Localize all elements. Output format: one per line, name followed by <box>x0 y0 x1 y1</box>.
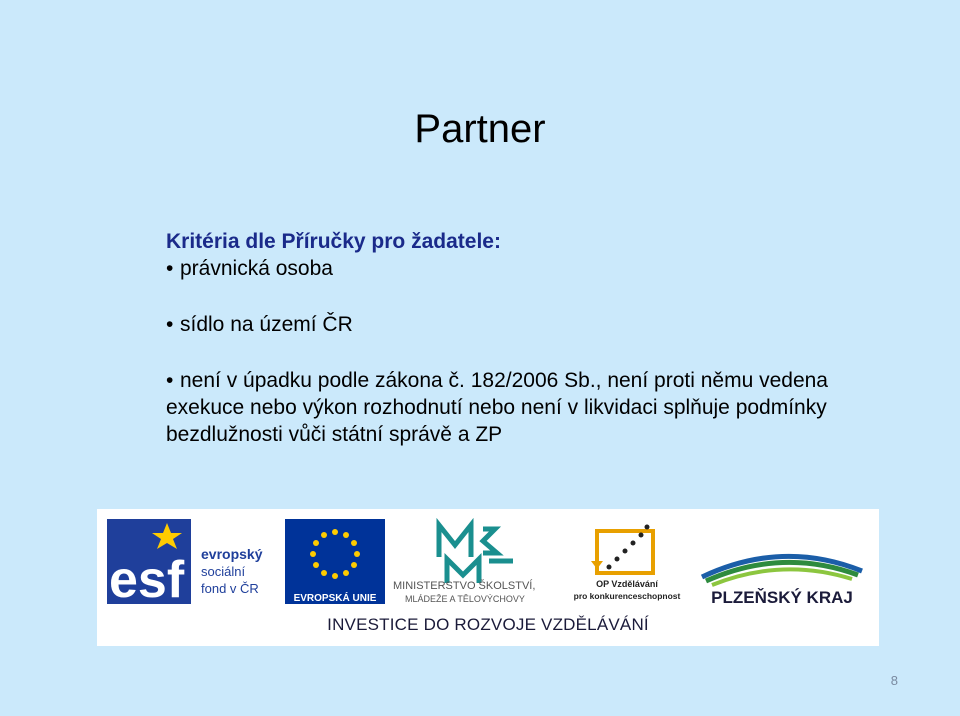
plzensky-kraj-logo <box>692 539 872 609</box>
eu-caption: EVROPSKÁ UNIE <box>293 593 377 604</box>
criteria-heading: Kritéria dle Příručky pro žadatele: <box>166 230 501 253</box>
msmt-logo <box>393 517 573 605</box>
pk-text: PLZEŇSKÝ KRAJ <box>711 588 853 607</box>
op-line2: pro konkurenceschopnost <box>573 591 681 601</box>
bullet-icon: • <box>166 313 174 336</box>
bullet-icon: • <box>166 257 174 280</box>
esf-line1: evropský <box>201 546 263 562</box>
logo-band <box>97 509 879 646</box>
bullet-text: právnická osoba <box>180 257 333 280</box>
op-vzdelavani-logo <box>567 517 687 607</box>
bullet-icon: • <box>166 369 174 392</box>
bullet-text: není v úpadku podle zákona č. 182/2006 Sb., není proti němu vedena exekuce nebo výkon rozhodnutí nebo není v likvidaci splňuje podmínky bezdlužnosti vůči státní správě a ZP <box>166 369 828 446</box>
investice-tagline: INVESTICE DO ROZVOJE VZDĚLÁVÁNÍ <box>327 615 649 634</box>
slide-content <box>166 228 866 448</box>
msmt-line1: MINISTERSTVO ŠKOLSTVÍ, <box>393 580 536 592</box>
esf-logo <box>107 519 277 604</box>
esf-letters: esf <box>109 551 185 604</box>
esf-line3: fond v ČR <box>201 581 259 596</box>
eu-flag-logo <box>285 519 385 604</box>
bullet-text: sídlo na území ČR <box>180 313 353 336</box>
bullet-item-legal-entity <box>166 255 866 282</box>
esf-line2: sociální <box>201 564 246 579</box>
op-line1: OP Vzdělávání <box>596 579 658 589</box>
slide-title: Partner <box>414 107 546 151</box>
bullet-item-insolvency <box>166 367 866 448</box>
bullet-item-seat <box>166 311 866 338</box>
msmt-line2: MLÁDEŽE A TĚLOVÝCHOVY <box>405 594 525 604</box>
page-number: 8 <box>890 673 898 688</box>
